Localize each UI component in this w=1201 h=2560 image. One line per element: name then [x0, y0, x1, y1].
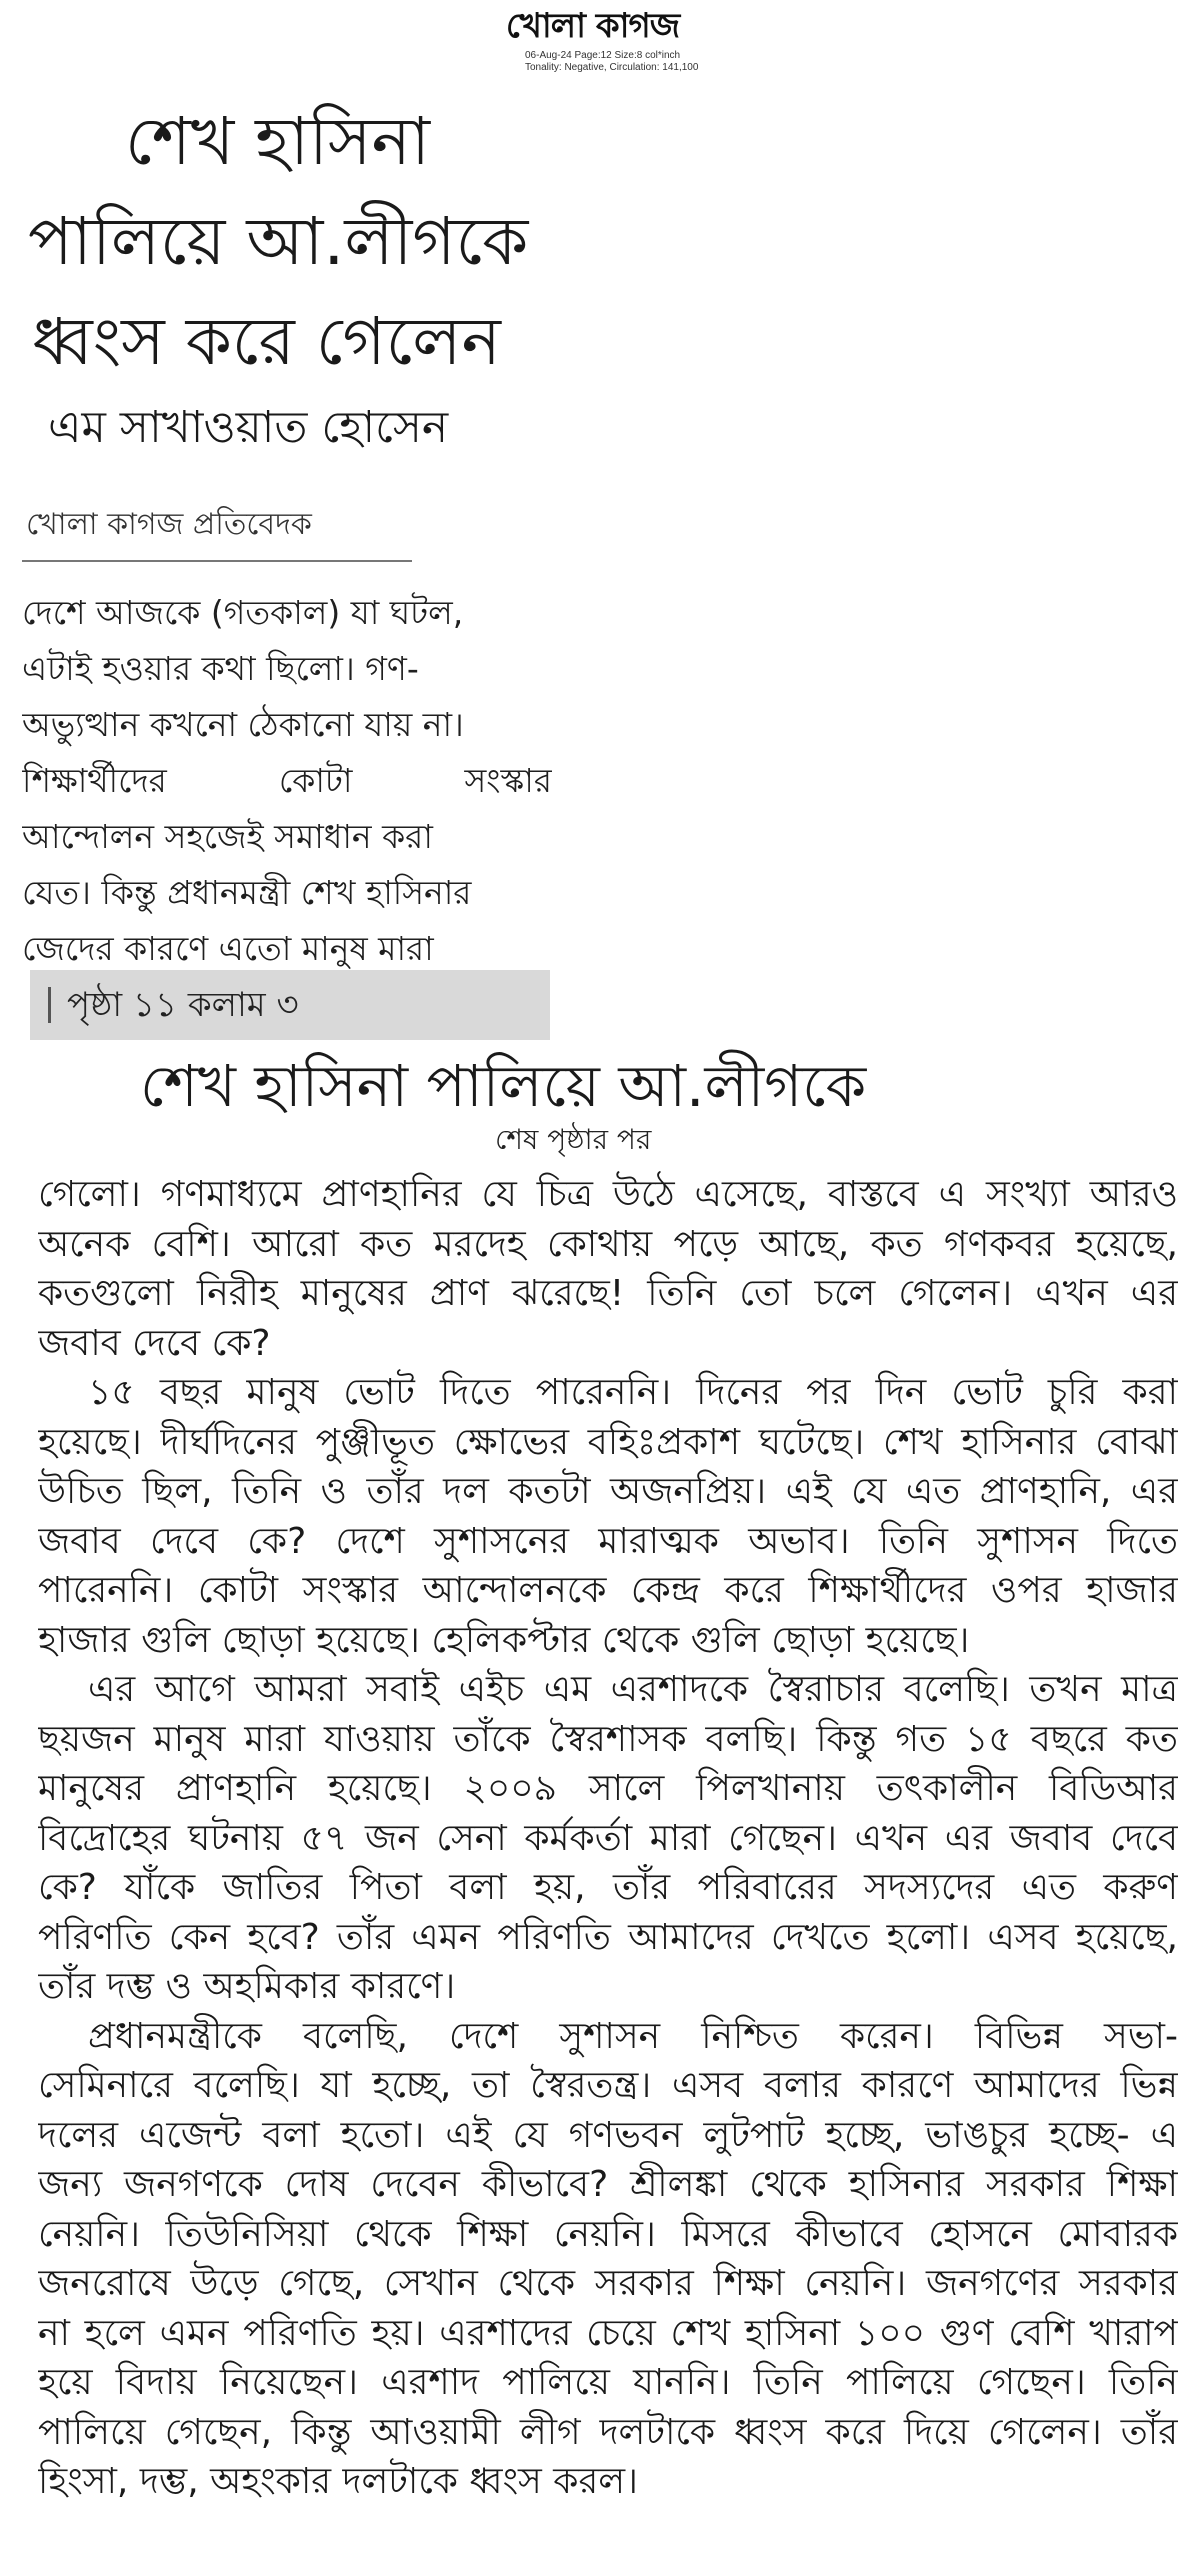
body-line: এর আগে আমরা সবাই এইচ এম এরশাদকে স্বৈরাচার বলেছি। তখন মাত্র — [88, 1669, 1178, 1710]
headline-line-3: ধ্বংস করে গেলেন — [32, 303, 501, 380]
byline: খোলা কাগজ প্রতিবেদক — [26, 507, 312, 542]
body-line: কতগুলো নিরীহ মানুষের প্রাণ ঝরেছে! তিনি তো চলে গেলেন। এখন এর — [38, 1273, 1178, 1314]
meta-page-info: 06-Aug-24 Page:12 Size:8 col*inch — [525, 50, 681, 61]
body-line: শিক্ষার্থীদের কোটা সংস্কার — [22, 761, 552, 800]
body-line: ১৫ বছর মানুষ ভোট দিতে পারেননি। দিনের পর দিন ভোট চুরি করা — [88, 1372, 1178, 1413]
continued-on-label: পৃষ্ঠা ১১ কলাম ৩ — [67, 985, 299, 1025]
continuation-body — [38, 1170, 1178, 2507]
clipping-meta — [525, 50, 725, 74]
body-line: যেত। কিন্তু প্রধানমন্ত্রী শেখ হাসিনার — [22, 873, 472, 912]
body-line: সেমিনারে বলেছি। যা হচ্ছে, তা স্বৈরতন্ত্র। এসব বলার কারণে আমাদের ভিন্ন — [38, 2065, 1178, 2106]
body-line: অনেক বেশি। আরো কত মরদেহ কোথায় পড়ে আছে, কত গণকবর হয়েছে, — [38, 1223, 1178, 1265]
body-line: আন্দোলন সহজেই সমাধান করা — [22, 817, 433, 856]
body-line: জন্য জনগণকে দোষ দেবেন কীভাবে? শ্রীলঙ্কা থেকে হাসিনার সরকার শিক্ষা — [38, 2164, 1178, 2205]
headline-line-1: শেখ হাসিনা — [125, 103, 430, 180]
body-line: পরিণতি কেন হবে? তাঁর এমন পরিণতি আমাদের দেখতে হলো। এসব হয়েছে, — [38, 1916, 1178, 1958]
body-line: পালিয়ে গেছেন, কিন্তু আওয়ামী লীগ দলটাকে ধ্বংস করে দিয়ে গেলেন। তাঁর — [38, 2411, 1178, 2453]
headline-line-2: পালিয়ে আ.লীগকে — [28, 203, 529, 280]
body-line: ছয়জন মানুষ মারা যাওয়ায় তাঁকে স্বৈরশাসক বলছি। কিন্তু গত ১৫ বছরে কত — [38, 1718, 1178, 1760]
body-line: কে? যাঁকে জাতির পিতা বলা হয়, তাঁর পরিবারের সদস্যদের এত করুণ — [38, 1867, 1178, 1908]
top-article-body — [22, 585, 552, 977]
body-line: পারেননি। কোটা সংস্কার আন্দোলনকে কেন্দ্র করে শিক্ষার্থীদের ওপর হাজার — [38, 1570, 1178, 1611]
continuation-headline: শেখ হাসিনা পালিয়ে আ.লীগকে — [140, 1052, 867, 1120]
article-subhead: এম সাখাওয়াত হোসেন — [48, 402, 449, 453]
body-line: নেয়নি। তিউনিসিয়া থেকে শিক্ষা নেয়নি। মিসরে কীভাবে হোসনে মোবারক — [38, 2213, 1178, 2255]
body-line: হাজার গুলি ছোড়া হয়েছে। হেলিকপ্টার থেকে গুলি ছোড়া হয়েছে। — [38, 1619, 970, 1661]
meta-tonality: Tonality: Negative, Circulation: 141,100 — [525, 62, 699, 73]
body-line: মানুষের প্রাণহানি হয়েছে। ২০০৯ সালে পিলখানায় তৎকালীন বিডিআর — [38, 1768, 1178, 1809]
masthead — [470, 0, 730, 80]
body-line: হিংসা, দম্ভ, অহংকার দলটাকে ধ্বংস করল। — [38, 2461, 638, 2502]
newspaper-logo — [485, 4, 700, 48]
body-line: হয়ে বিদায় নিয়েছেন। এরশাদ পালিয়ে যাননি। তিনি পালিয়ে গেছেন। তিনি — [38, 2362, 1178, 2403]
body-line: এটাই হওয়ার কথা ছিলো। গণ- — [22, 649, 419, 688]
continuation-subhead: শেষ পৃষ্ঠার পর — [495, 1123, 652, 1156]
body-line: দেশে আজকে (গতকাল) যা ঘটল, — [22, 593, 464, 632]
byline-divider — [22, 560, 412, 562]
continue-marker — [48, 987, 51, 1023]
body-line: না হলে এমন পরিণতি হয়। এরশাদের চেয়ে শেখ হাসিনা ১০০ গুণ বেশি খারাপ — [38, 2312, 1178, 2354]
body-line: হয়েছে। দীর্ঘদিনের পুঞ্জীভূত ক্ষোভের বহিঃপ্রকাশ ঘটেছে। শেখ হাসিনার বোঝা — [38, 1421, 1178, 1463]
body-line: অভ্যুত্থান কখনো ঠেকানো যায় না। — [22, 705, 464, 744]
body-line: প্রধানমন্ত্রীকে বলেছি, দেশে সুশাসন নিশ্চিত করেন। বিভিন্ন সভা- — [88, 2015, 1178, 2057]
body-line: বিদ্রোহের ঘটনায় ৫৭ জন সেনা কর্মকর্তা মারা গেছেন। এখন এর জবাব দেবে — [38, 1817, 1178, 1859]
body-line: জবাব দেবে কে? — [38, 1322, 271, 1364]
body-line: তাঁর দম্ভ ও অহমিকার কারণে। — [38, 1966, 456, 2007]
continued-on-box — [30, 970, 550, 1040]
top-article — [0, 80, 560, 1030]
body-line: গেলো। গণমাধ্যমে প্রাণহানির যে চিত্র উঠে এসেছে, বাস্তবে এ সংখ্যা আরও — [38, 1174, 1178, 1215]
body-line: উচিত ছিল, তিনি ও তাঁর দল কতটা অজনপ্রিয়। এই যে এত প্রাণহানি, এর — [38, 1471, 1178, 1512]
body-line: জবাব দেবে কে? দেশে সুশাসনের মারাত্মক অভাব। তিনি সুশাসন দিতে — [38, 1520, 1178, 1562]
body-line: দলের এজেন্ট বলা হতো। এই যে গণভবন লুটপাট হচ্ছে, ভাঙচুর হচ্ছে- এ — [38, 2114, 1178, 2156]
logo-text: খোলা কাগজ — [505, 6, 680, 46]
body-line: জনরোষে উড়ে গেছে, সেখান থেকে সরকার শিক্ষা নেয়নি। জনগণের সরকার — [38, 2263, 1178, 2304]
body-line: জেদের কারণে এতো মানুষ মারা — [22, 929, 434, 968]
